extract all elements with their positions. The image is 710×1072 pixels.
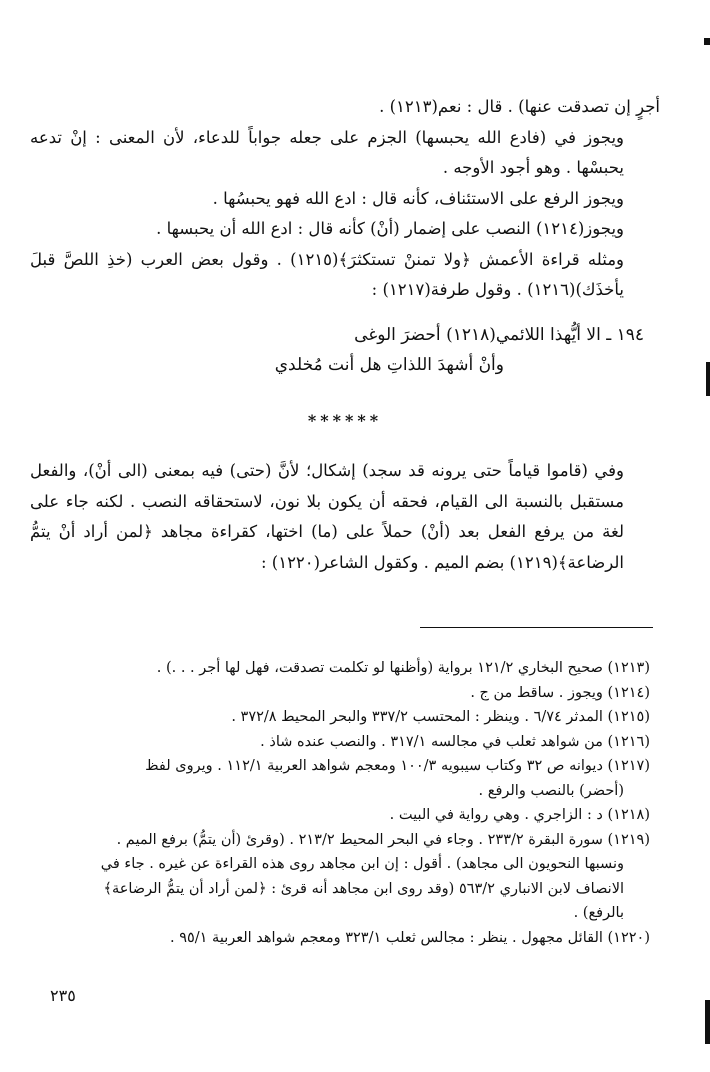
- verse-first-hemistich: ١٩٤ ـ الا أيُّهذا اللائمي(١٢١٨) أحضرَ الوغى: [354, 324, 644, 345]
- paragraph-3: ويجوز الرفع على الاستئناف، كأنه قال : ادع الله فهو يحبسُها .: [212, 188, 624, 208]
- paragraph-4: ويجوز(١٢١٤) النصب على إضمار (أنْ) كأنه قال : ادع الله أن يحبسها .: [156, 219, 624, 238]
- scan-edge-mark: [704, 38, 710, 45]
- poetry-verse: [30, 320, 660, 380]
- paragraph-5: ومثله قراءة الأعمش ﴿ولا تمننْ تستكثرَ﴾(١٢١٥) . وقول بعض العرب (خذِ اللصَّ قبلَ يأخذَك)(١٢١٦) . وقول طرفة(١٢١٧) :: [30, 249, 624, 299]
- footnotes: [72, 656, 650, 950]
- footnote-1215: (١٢١٥) المدثر ٦/٧٤ . وينظر : المحتسب ٣٣٧/٢ والبحر المحيط ٣٧٢/٨ .: [231, 709, 650, 725]
- footnote-1217-continued: (أحضر) بالنصب والرفع .: [478, 782, 624, 799]
- page-number: ٢٣٥: [50, 986, 76, 1005]
- footnote-divider: [420, 627, 653, 628]
- footnote-1218: (١٢١٨) د : الزاجري . وهي رواية في البيت .: [389, 807, 650, 823]
- paragraph-2: ويجوز في (فادع الله يحبسها) الجزم على جعله جواباً للدعاء، لأن المعنى : إنْ تدعه يحبسْها . وهو أجود الأوجه .: [30, 127, 624, 177]
- footnote-1216: (١٢١٦) من شواهد ثعلب في مجالسه ٣١٧/١ . والنصب عنده شاذ .: [260, 733, 650, 750]
- verse-second-hemistich: وأنْ أشهدَ اللذاتِ هل أنت مُخلدي: [274, 354, 504, 375]
- footnote-1219: (١٢١٩) سورة البقرة ٢٣٣/٢ . وجاء في البحر المحيط ٢١٣/٢ . (وقرئ (أن يتمُّ) برفع الميم .: [116, 831, 650, 848]
- paragraph-1: أجرٍ إن تصدقت عنها) . قال : نعم(١٢١٣) .: [379, 97, 660, 116]
- section-separator: ******: [307, 410, 383, 430]
- footnote-1217: (١٢١٧) ديوانه ص ٣٢ وكتاب سيبويه ١٠٠/٣ ومعجم شواهد العربية ١١٢/١ . ويروى لفظ: [145, 758, 650, 774]
- footnote-1214: (١٢١٤) ويجوز . ساقط من ج .: [470, 684, 650, 701]
- footnote-1213: (١٢١٣) صحيح البخاري ١٢١/٢ برواية (وأظنها لو تكلمت تصدقت، فهل لها أجر . . .) .: [156, 660, 650, 676]
- main-text: [30, 92, 660, 578]
- paragraph-6: وفي (قاموا قياماً حتى يرونه قد سجد) إشكال؛ لأنَّ (حتى) فيه بمعنى (الى أنْ)، والفعل مستقبل بالنسبة الى القيام، فحقه أن يكون بلا نون، لاستحقاقه النصب . لكنه جاء على لغة من يرفع الفعل بعد (أنْ) حملاً على (ما) اختها، كقراءة مجاهد ﴿لمن أراد أنْ يتمُّ الرضاعة﴾(١٢١٩) بضم الميم . وكقول الشاعر(١٢٢٠) :: [30, 461, 624, 572]
- scan-edge-mark: [706, 362, 710, 396]
- footnote-1220: (١٢٢٠) القائل مجهول . ينظر : مجالس ثعلب ٣٢٣/١ ومعجم شواهد العربية ٩٥/١ .: [169, 929, 650, 946]
- footnote-1219-continued: ونسبها النحويون الى مجاهد) . أقول : إن ابن مجاهد روى هذه القراءة عن غيره . جاء في الانصاف لابن الانباري ٥٦٣/٢ (وقد روى ابن مجاهد أنه قرئ : ﴿لمن أراد أن يتمُّ الرضاعة﴾ بالرفع) .: [100, 856, 624, 921]
- scan-edge-mark: [705, 1000, 710, 1044]
